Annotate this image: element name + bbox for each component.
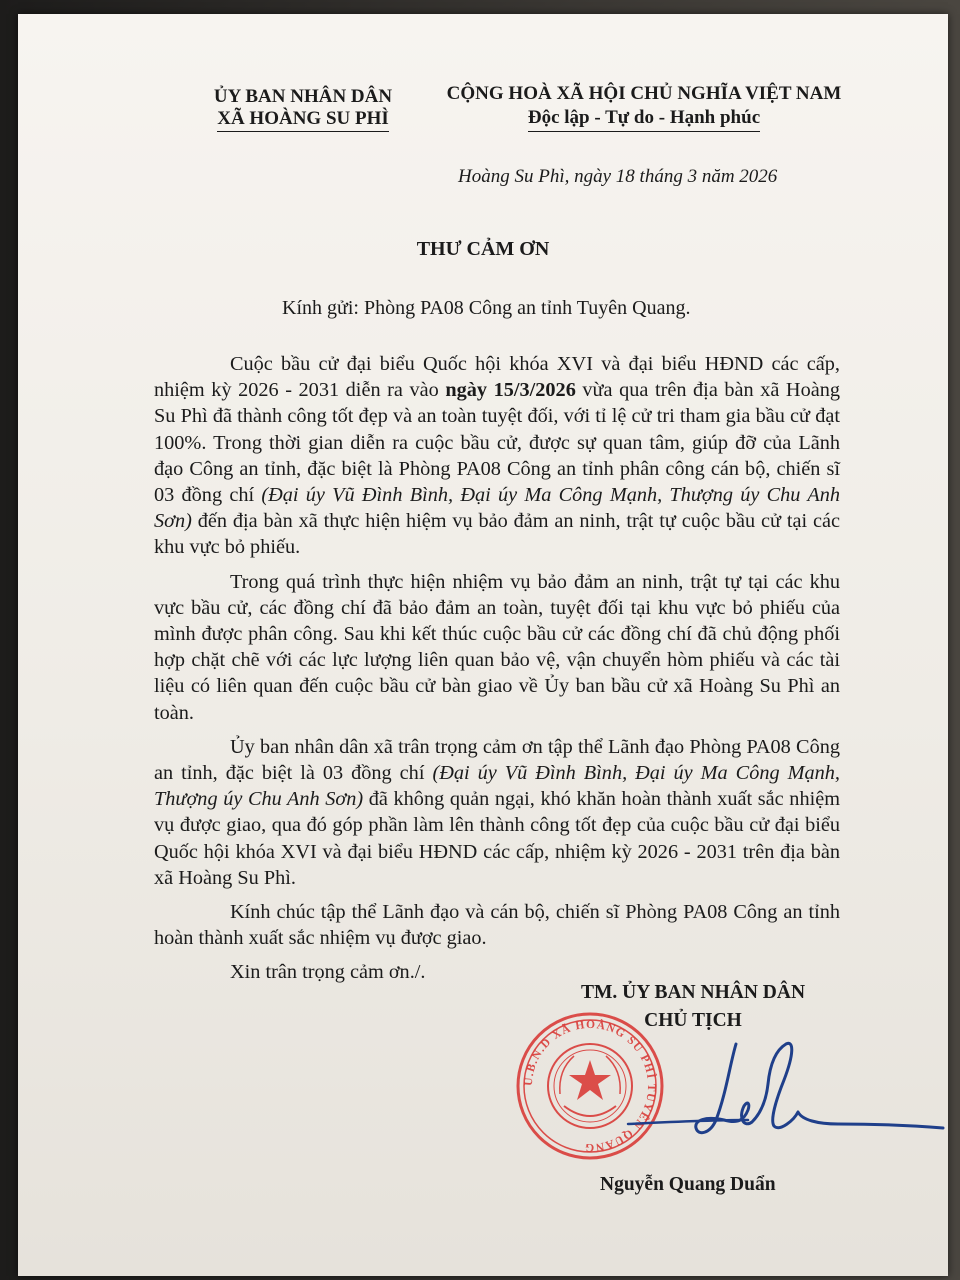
- paragraph-1: Cuộc bầu cử đại biểu Quốc hội khóa XVI và đại biểu HĐND các cấp, nhiệm kỳ 2026 - 2031 diễn ra vào ngày 15/3/2026 vừa qua trên địa bàn xã Hoàng Su Phì đã thành công tốt đẹp và an toàn tuyệt đối, với tỉ lệ cử tri tham gia bầu cử đạt 100%. Trong thời gian diễn ra cuộc bầu cử, được sự quan tâm, giúp đỡ của Lãnh đạo Công an tỉnh, đặc biệt là Phòng PA08 Công an tỉnh phân công cán bộ, chiến sĩ 03 đồng chí (Đại úy Vũ Đình Bình, Đại úy Ma Công Mạnh, Thượng úy Chu Anh Sơn) đến địa bàn xã thực hiện hiệm vụ bảo đảm an ninh, trật tự cuộc bầu cử tại các khu vực bỏ phiếu.: [154, 353, 841, 559]
- signature-title-line1: TM. ỦY BAN NHÂN DÂN: [580, 982, 806, 1003]
- paragraph-3: Ủy ban nhân dân xã trân trọng cảm ơn tập thể Lãnh đạo Phòng PA08 Công an tỉnh, đặc biệt là 03 đồng chí (Đại úy Vũ Đình Bình, Đại úy Ma Công Mạnh, Thượng úy Chu Anh Sơn) đã không quản ngại, khó khăn hoàn thành xuất sắc nhiệm vụ được giao, qua đó góp phần làm lên thành công tốt đẹp của cuộc bầu cử đại biểu Quốc hội khóa XVI và đại biểu HĐND các cấp, nhiệm kỳ 2026 - 2031 trên địa bàn xã Hoàng Su Phì.: [154, 735, 840, 889]
- issuer-line2: XÃ HOÀNG SU PHÌ: [217, 108, 389, 132]
- issuer-line1: ỦY BAN NHÂN DÂN: [213, 86, 393, 107]
- closing-line: Xin trân trọng cảm ơn./.: [230, 961, 426, 984]
- handwritten-signature-icon: [598, 1024, 948, 1154]
- date-line: Hoàng Su Phì, ngày 18 tháng 3 năm 2026: [458, 166, 778, 187]
- seal-text: U.B.N.D XÃ HOÀNG SU PHÌ TUYÊN QUANG: [522, 1018, 658, 1154]
- national-motto: Độc lập - Tự do - Hạnh phúc: [528, 106, 760, 132]
- election-date: ngày 15/3/2026: [445, 379, 576, 402]
- national-header: [438, 82, 850, 132]
- letter-body: [154, 351, 840, 994]
- letter-page: [18, 14, 948, 1276]
- signature-title-line2: CHỦ TỊCH: [644, 1010, 742, 1031]
- officers-list-2: (Đại úy Vũ Đình Bình, Đại úy Ma Công Mạnh, Thượng úy Chu Anh Sơn): [154, 762, 840, 811]
- issuer-header: [198, 86, 408, 132]
- officers-list: (Đại úy Vũ Đình Bình, Đại úy Ma Công Mạnh, Thượng úy Chu Anh Sơn): [154, 484, 840, 533]
- paragraph-4: Kính chúc tập thể Lãnh đạo và cán bộ, chiến sĩ Phòng PA08 Công an tỉnh hoàn thành xuất sắc nhiệm vụ được giao.: [154, 901, 840, 950]
- national-title: CỘNG HOÀ XÃ HỘI CHỦ NGHĨA VIỆT NAM: [446, 83, 842, 104]
- paragraph-2: Trong quá trình thực hiện nhiệm vụ bảo đảm an ninh, trật tự tại các khu vực bầu cử, các đồng chí đã bảo đảm an toàn, tuyệt đối tại khu vực bỏ phiếu của mình được phân công. Sau khi kết thúc cuộc bầu cử các đồng chí đã chủ động phối hợp chặt chẽ với các lực lượng liên quan bảo vệ, vận chuyển hòm phiếu và các tài liệu có liên quan đến cuộc bầu cử bàn giao về Ủy ban bầu cử xã Hoàng Su Phì an toàn.: [154, 570, 840, 724]
- document-title: THƯ CẢM ƠN: [416, 238, 550, 260]
- recipient-line: Kính gửi: Phòng PA08 Công an tỉnh Tuyên Quang.: [282, 297, 691, 319]
- signer-name: Nguyễn Quang Duẩn: [600, 1174, 776, 1195]
